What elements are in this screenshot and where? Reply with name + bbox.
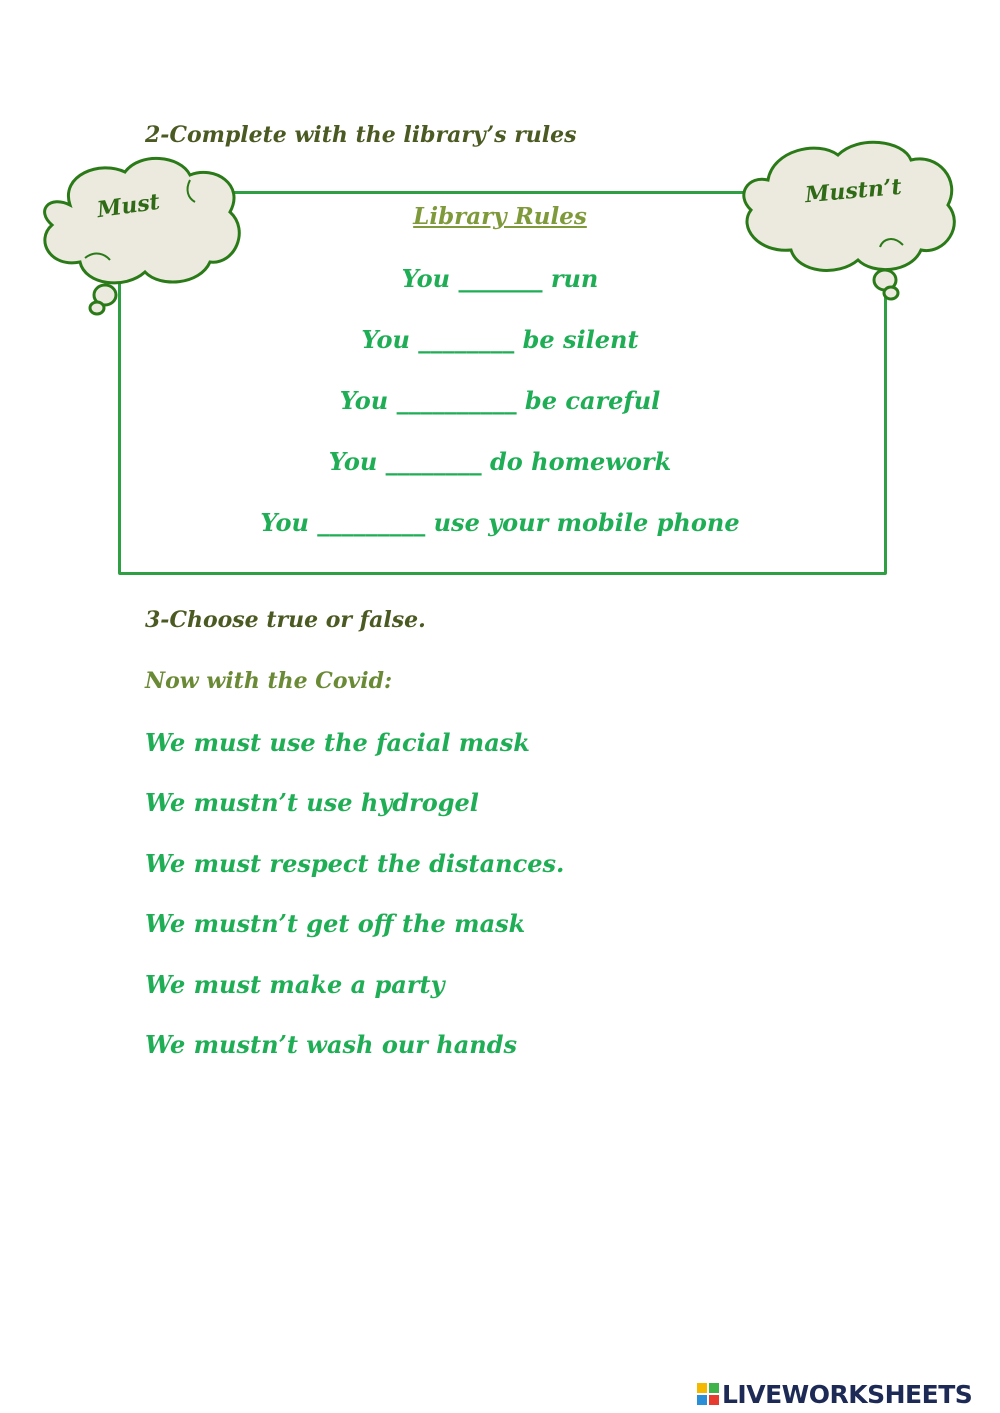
must-label: Must: [95, 188, 162, 224]
rule-3: You __________ be careful: [339, 386, 661, 415]
library-rules-title: Library Rules: [413, 203, 587, 230]
section-2-heading: 2-Complete with the library’s rules: [145, 122, 577, 148]
rule-2: You ________ be silent: [361, 325, 639, 354]
statement-4: We mustn’t get off the mask: [145, 909, 526, 938]
statement-1: We must use the facial mask: [145, 728, 530, 757]
section-3-heading: 3-Choose true or false.: [145, 607, 426, 633]
statement-5: We must make a party: [145, 970, 445, 999]
liveworksheets-logo: [697, 1378, 993, 1410]
mustnt-label: Mustn’t: [804, 173, 903, 209]
mustnt-cloud-icon: [733, 135, 963, 305]
rule-4: You ________ do homework: [328, 447, 672, 476]
statement-3: We must respect the distances.: [145, 849, 565, 878]
liveworksheets-brand-text: LIVEWORKSHEETS: [722, 1379, 973, 1409]
must-cloud-icon: [30, 150, 245, 320]
statement-2: We mustn’t use hydrogel: [145, 788, 479, 817]
rule-5: You _________ use your mobile phone: [260, 508, 740, 537]
covid-intro: Now with the Covid:: [145, 668, 393, 694]
statement-6: We mustn’t wash our hands: [145, 1030, 518, 1059]
rule-1: You _______ run: [401, 264, 599, 293]
liveworksheets-grid-icon: [697, 1383, 719, 1405]
